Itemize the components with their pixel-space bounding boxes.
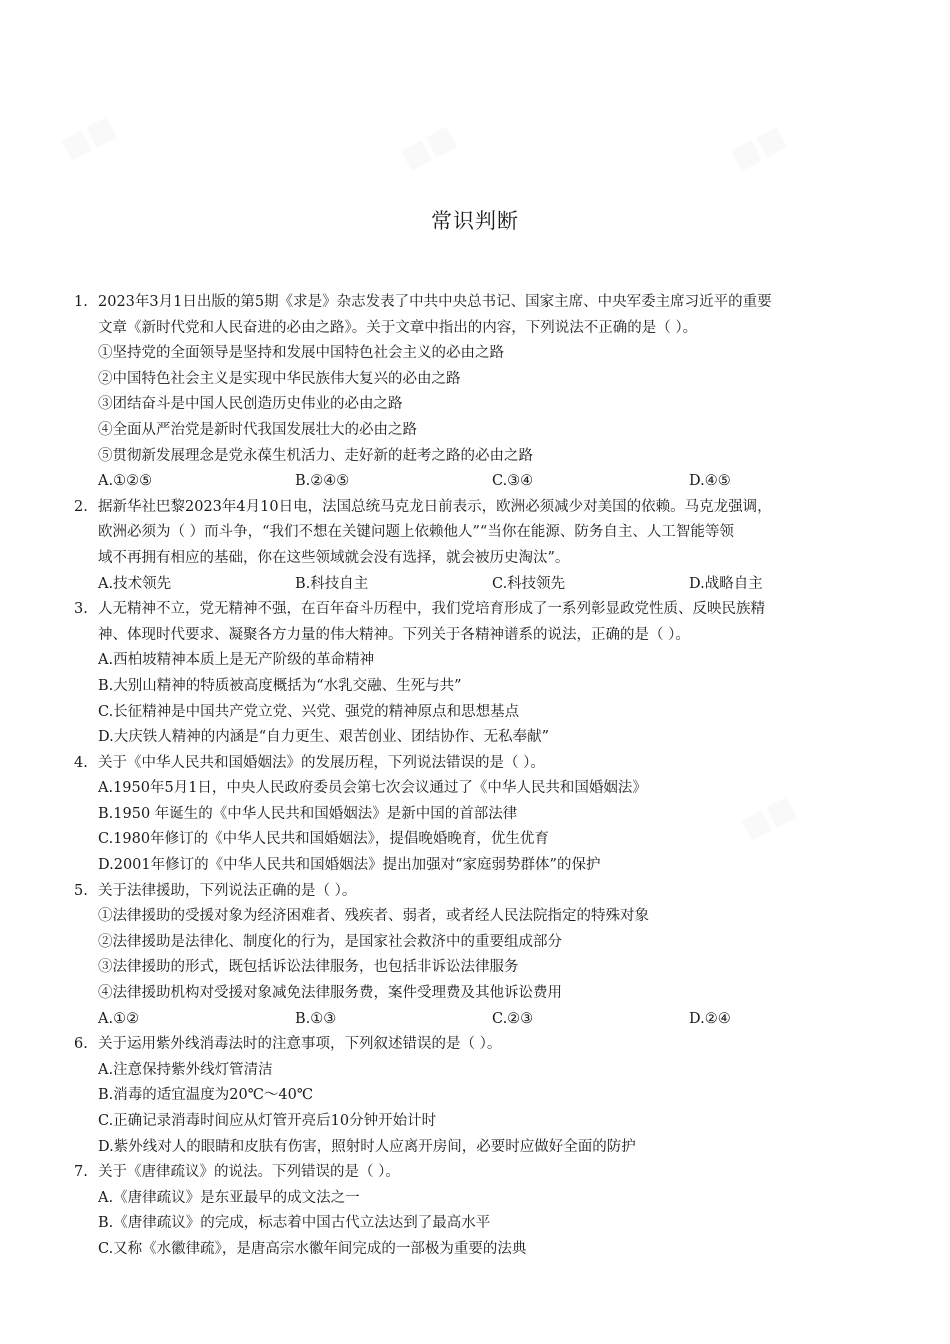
answer-option: B.②④⑤ xyxy=(295,473,350,490)
question-4 xyxy=(74,751,874,879)
answer-option: D.②④ xyxy=(689,1010,731,1027)
page-title: 常识判断 xyxy=(431,209,519,233)
statement-line: A.1950年5月1日，中央人民政府委员会第七次会议通过了《中华人民共和国婚姻法》 xyxy=(98,780,647,797)
statement-line: D.2001年修订的《中华人民共和国婚姻法》提出加强对“家庭弱势群体”的保护 xyxy=(98,857,601,874)
answer-options xyxy=(98,1007,874,1033)
statement-line: ②法律援助是法律化、制度化的行为，是国家社会救济中的重要组成部分 xyxy=(98,933,562,950)
statement-line: ②中国特色社会主义是实现中华民族伟大复兴的必由之路 xyxy=(98,370,461,387)
question-stem-line: 人无精神不立，党无精神不强，在百年奋斗历程中，我们党培育形成了一系列彰显政党性质、反映民族精 xyxy=(98,601,765,618)
answer-option: C.③④ xyxy=(492,473,534,490)
statement-line: ③法律援助的形式，既包括诉讼法律服务，也包括非诉讼法律服务 xyxy=(98,959,519,976)
question-stem-line: 关于《中华人民共和国婚姻法》的发展历程，下列说法错误的是（ ）。 xyxy=(98,754,545,771)
question-7 xyxy=(74,1160,874,1262)
answer-option: A.①② xyxy=(98,1010,140,1027)
statement-line: C.1980年修订的《中华人民共和国婚姻法》，提倡晚婚晚育，优生优育 xyxy=(98,831,549,848)
watermark xyxy=(725,119,791,177)
question-stem-line: 关于运用紫外线消毒法时的注意事项，下列叙述错误的是（ ）。 xyxy=(98,1036,502,1053)
answer-option: D.战略自主 xyxy=(689,575,763,592)
statement-line: B.《唐律疏议》的完成，标志着中国古代立法达到了最高水平 xyxy=(98,1215,491,1232)
question-6 xyxy=(74,1032,874,1160)
statement-line: ④全面从严治党是新时代我国发展壮大的必由之路 xyxy=(98,421,417,438)
watermark xyxy=(55,109,121,167)
statement-line: D.大庆铁人精神的内涵是“自力更生、艰苦创业、团结协作、无私奉献” xyxy=(98,729,550,746)
statement-line: C.又称《水徽律疏》，是唐高宗水徽年间完成的一部极为重要的法典 xyxy=(98,1240,527,1257)
question-stem-line: 神、体现时代要求、凝聚各方力量的伟大精神。下列关于各精神谱系的说法，正确的是（ ）。 xyxy=(98,626,690,643)
question-number: 6. xyxy=(74,1036,88,1053)
question-stem-line: 2023年3月1日出版的第5期《求是》杂志发表了中共中央总书记、国家主席、中央军委主席习近平的重要 xyxy=(98,294,772,310)
answer-option: D.④⑤ xyxy=(689,473,731,490)
statement-line: ④法律援助机构对受援对象减免法律服务费，案件受理费及其他诉讼费用 xyxy=(98,985,562,1002)
statement-line: B.消毒的适宜温度为20℃～40℃ xyxy=(98,1087,314,1104)
question-number: 3. xyxy=(74,601,88,618)
statement-line: A.西柏坡精神本质上是无产阶级的革命精神 xyxy=(98,652,375,669)
question-stem-line: 域不再拥有相应的基础，你在这些领域就会没有选择，就会被历史淘汰”。 xyxy=(98,549,570,566)
answer-options xyxy=(98,572,874,598)
question-stem-line: 关于《唐律疏议》的说法。下列错误的是（ ）。 xyxy=(98,1164,400,1181)
question-number: 5. xyxy=(74,882,88,899)
question-stem-line: 文章《新时代党和人民奋进的必由之路》。关于文章中指出的内容，下列说法不正确的是（ ）。 xyxy=(98,319,698,336)
statement-line: C.正确记录消毒时间应从灯管开亮后10分钟开始计时 xyxy=(98,1113,437,1129)
question-stem-line: 据新华社巴黎2023年4月10日电，法国总统马克龙日前表示，欧洲必须减少对美国的依赖。马克龙强调， xyxy=(98,498,772,515)
statement-line: A.注意保持紫外线灯管清洁 xyxy=(98,1061,273,1078)
question-stem-line: 欧洲必须为（ ）而斗争，“我们不想在关键问题上依赖他人”“当你在能源、防务自主、人工智能等领 xyxy=(98,524,734,541)
answer-option: B.①③ xyxy=(295,1010,337,1027)
question-1 xyxy=(74,290,874,495)
question-number: 2. xyxy=(74,498,88,515)
answer-option: C.②③ xyxy=(492,1010,534,1027)
question-3 xyxy=(74,597,874,751)
statement-line: B.大别山精神的特质被高度概括为“水乳交融、生死与共” xyxy=(98,677,462,694)
answer-option: C.科技领先 xyxy=(492,575,566,592)
statement-line: A.《唐律疏议》是东亚最早的成文法之一 xyxy=(98,1189,360,1206)
answer-option: A.技术领先 xyxy=(98,575,172,592)
question-number: 1. xyxy=(74,294,88,310)
statement-line: ①坚持党的全面领导是坚持和发展中国特色社会主义的必由之路 xyxy=(98,345,504,362)
question-stem-line: 关于法律援助，下列说法正确的是（ ）。 xyxy=(98,882,357,899)
answer-option: A.①②⑤ xyxy=(98,473,153,490)
question-list xyxy=(74,290,874,1263)
answer-options xyxy=(98,469,874,495)
statement-line: ③团结奋斗是中国人民创造历史伟业的必由之路 xyxy=(98,396,403,413)
statement-line: ①法律援助的受援对象为经济困难者、残疾者、弱者，或者经人民法院指定的特殊对象 xyxy=(98,908,649,925)
question-number: 7. xyxy=(74,1164,88,1181)
question-5 xyxy=(74,879,874,1033)
statement-line: ⑤贯彻新发展理念是党永葆生机活力、走好新的赶考之路的必由之路 xyxy=(98,447,533,464)
question-number: 4. xyxy=(74,754,88,771)
statement-line: B.1950 年诞生的《中华人民共和国婚姻法》是新中国的首部法律 xyxy=(98,805,518,822)
statement-line: D.紫外线对人的眼睛和皮肤有伤害，照射时人应离开房间，必要时应做好全面的防护 xyxy=(98,1138,636,1155)
watermark xyxy=(395,119,461,177)
question-2 xyxy=(74,495,874,597)
answer-option: B.科技自主 xyxy=(295,575,369,592)
statement-line: C.长征精神是中国共产党立党、兴党、强党的精神原点和思想基点 xyxy=(98,703,520,720)
